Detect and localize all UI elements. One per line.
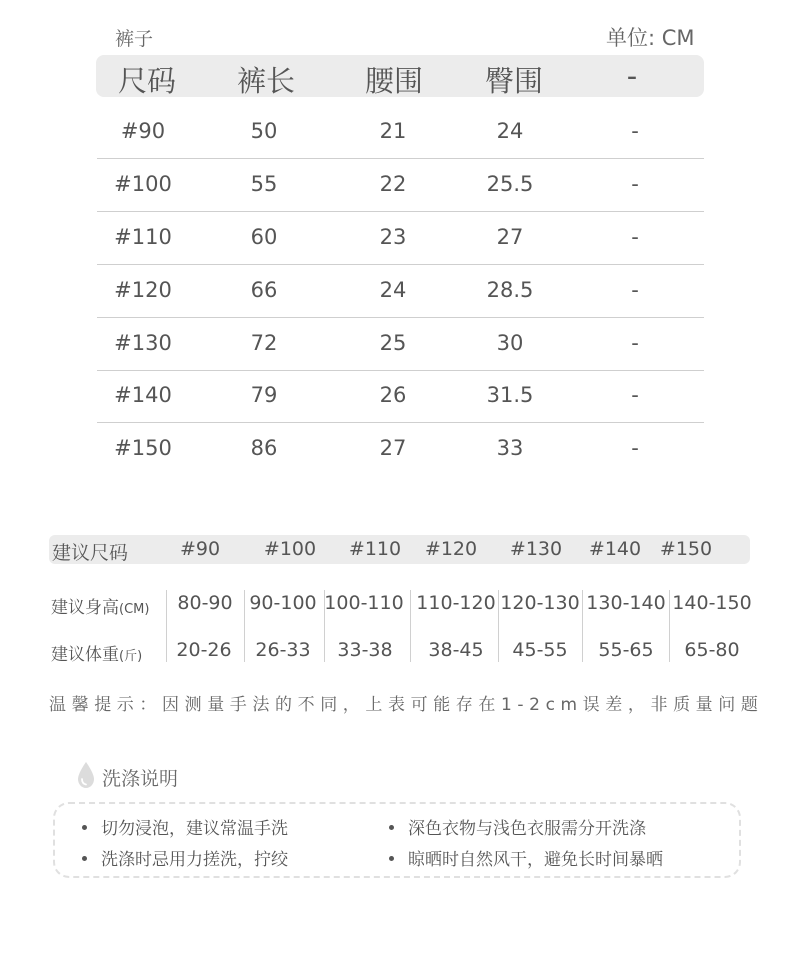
table-row: [97, 423, 704, 475]
list-item: [389, 845, 663, 870]
weight-value: 55-65: [598, 639, 654, 661]
cell-blank: -: [631, 119, 639, 143]
height-value: 120-130: [500, 592, 580, 614]
weight-value: 20-26: [176, 639, 232, 661]
cell-size: #130: [114, 331, 172, 355]
cell-length: 79: [250, 383, 278, 407]
cell-size: #150: [114, 436, 172, 460]
cell-blank: -: [631, 172, 639, 196]
height-value: 140-150: [672, 592, 752, 614]
cell-waist: 25: [379, 331, 407, 355]
cell-size: #90: [120, 119, 166, 143]
cell-hip: 25.5: [486, 172, 534, 196]
cell-size: #140: [114, 383, 172, 407]
table-title: 裤子: [115, 28, 154, 50]
cell-blank: -: [631, 436, 639, 460]
table-row: [97, 318, 704, 371]
suggested-size: #120: [424, 538, 478, 560]
suggestion-header: [49, 535, 750, 564]
bullet-icon: [389, 825, 394, 830]
bullet-icon: [82, 856, 87, 861]
suggested-size: #100: [263, 538, 317, 560]
header-blank: -: [626, 59, 638, 93]
suggested-size: #130: [509, 538, 563, 560]
cell-hip: 27: [496, 225, 524, 249]
height-value: 100-110: [324, 592, 404, 614]
weight-label: [51, 640, 142, 665]
weight-value: 65-80: [684, 639, 740, 661]
water-drop-icon: [75, 760, 97, 790]
suggested-size: #110: [348, 538, 402, 560]
suggested-size: #90: [179, 538, 221, 560]
unit-label: 单位: CM: [606, 26, 695, 50]
suggested-weight-row: [49, 636, 750, 666]
cell-hip: 30: [496, 331, 524, 355]
suggested-size: #140: [588, 538, 642, 560]
cell-waist: 22: [379, 172, 407, 196]
suggested-size: #150: [659, 538, 713, 560]
cell-hip: 31.5: [486, 383, 534, 407]
cell-blank: -: [631, 383, 639, 407]
height-label: [51, 593, 149, 618]
cell-waist: 27: [379, 436, 407, 460]
washing-title: 洗涤说明: [102, 768, 179, 790]
weight-unit: (斤): [119, 649, 143, 664]
suggested-height-row: [49, 589, 750, 619]
header-waist: 腰围: [364, 64, 424, 98]
table-row: [97, 265, 704, 318]
height-value: 80-90: [177, 592, 233, 614]
cell-length: 60: [250, 225, 278, 249]
header-size: 尺码: [117, 64, 177, 98]
cell-length: 72: [250, 331, 278, 355]
height-value: 110-120: [416, 592, 496, 614]
weight-value: 33-38: [337, 639, 393, 661]
bullet-icon: [82, 825, 87, 830]
weight-value: 26-33: [255, 639, 311, 661]
washing-item-text: 深色衣物与浅色衣服需分开洗涤: [408, 819, 646, 839]
cell-waist: 26: [379, 383, 407, 407]
height-value: 130-140: [586, 592, 666, 614]
height-unit: (CM): [119, 602, 150, 617]
cell-size: #110: [114, 225, 172, 249]
cell-blank: -: [631, 225, 639, 249]
cell-length: 86: [250, 436, 278, 460]
list-item: [389, 814, 646, 839]
cell-blank: -: [631, 278, 639, 302]
cell-hip: 33: [496, 436, 524, 460]
cell-hip: 28.5: [486, 278, 534, 302]
cell-waist: 21: [379, 119, 407, 143]
table-row: [97, 370, 704, 423]
weight-value: 45-55: [512, 639, 568, 661]
table-row: [97, 159, 704, 212]
cell-length: 50: [250, 119, 278, 143]
cell-length: 55: [250, 172, 278, 196]
list-item: [82, 845, 288, 870]
suggested-size-label: 建议尺码: [52, 542, 129, 564]
washing-item-text: 洗涤时忌用力搓洗，拧绞: [101, 850, 288, 870]
list-item: [82, 814, 288, 839]
cell-size: #120: [114, 278, 172, 302]
cell-length: 66: [250, 278, 278, 302]
cell-hip: 24: [496, 119, 524, 143]
header-pants-length: 裤长: [236, 64, 296, 98]
weight-value: 38-45: [428, 639, 484, 661]
cell-blank: -: [631, 331, 639, 355]
cell-size: #100: [114, 172, 172, 196]
height-label-text: 建议身高: [51, 598, 119, 618]
washing-item-text: 晾晒时自然风干，避免长时间暴晒: [408, 850, 663, 870]
size-table-header: [96, 55, 704, 97]
cell-waist: 24: [379, 278, 407, 302]
header-hip: 臀围: [484, 64, 544, 98]
table-row: [97, 106, 704, 159]
table-row: [97, 212, 704, 265]
bullet-icon: [389, 856, 394, 861]
height-value: 90-100: [249, 592, 317, 614]
washing-item-text: 切勿浸泡，建议常温手洗: [101, 819, 288, 839]
weight-label-text: 建议体重: [51, 645, 119, 665]
cell-waist: 23: [379, 225, 407, 249]
warm-tip: 温馨提示：因测量手法的不同，上表可能存在1-2cm误差，非质量问题: [49, 695, 764, 715]
